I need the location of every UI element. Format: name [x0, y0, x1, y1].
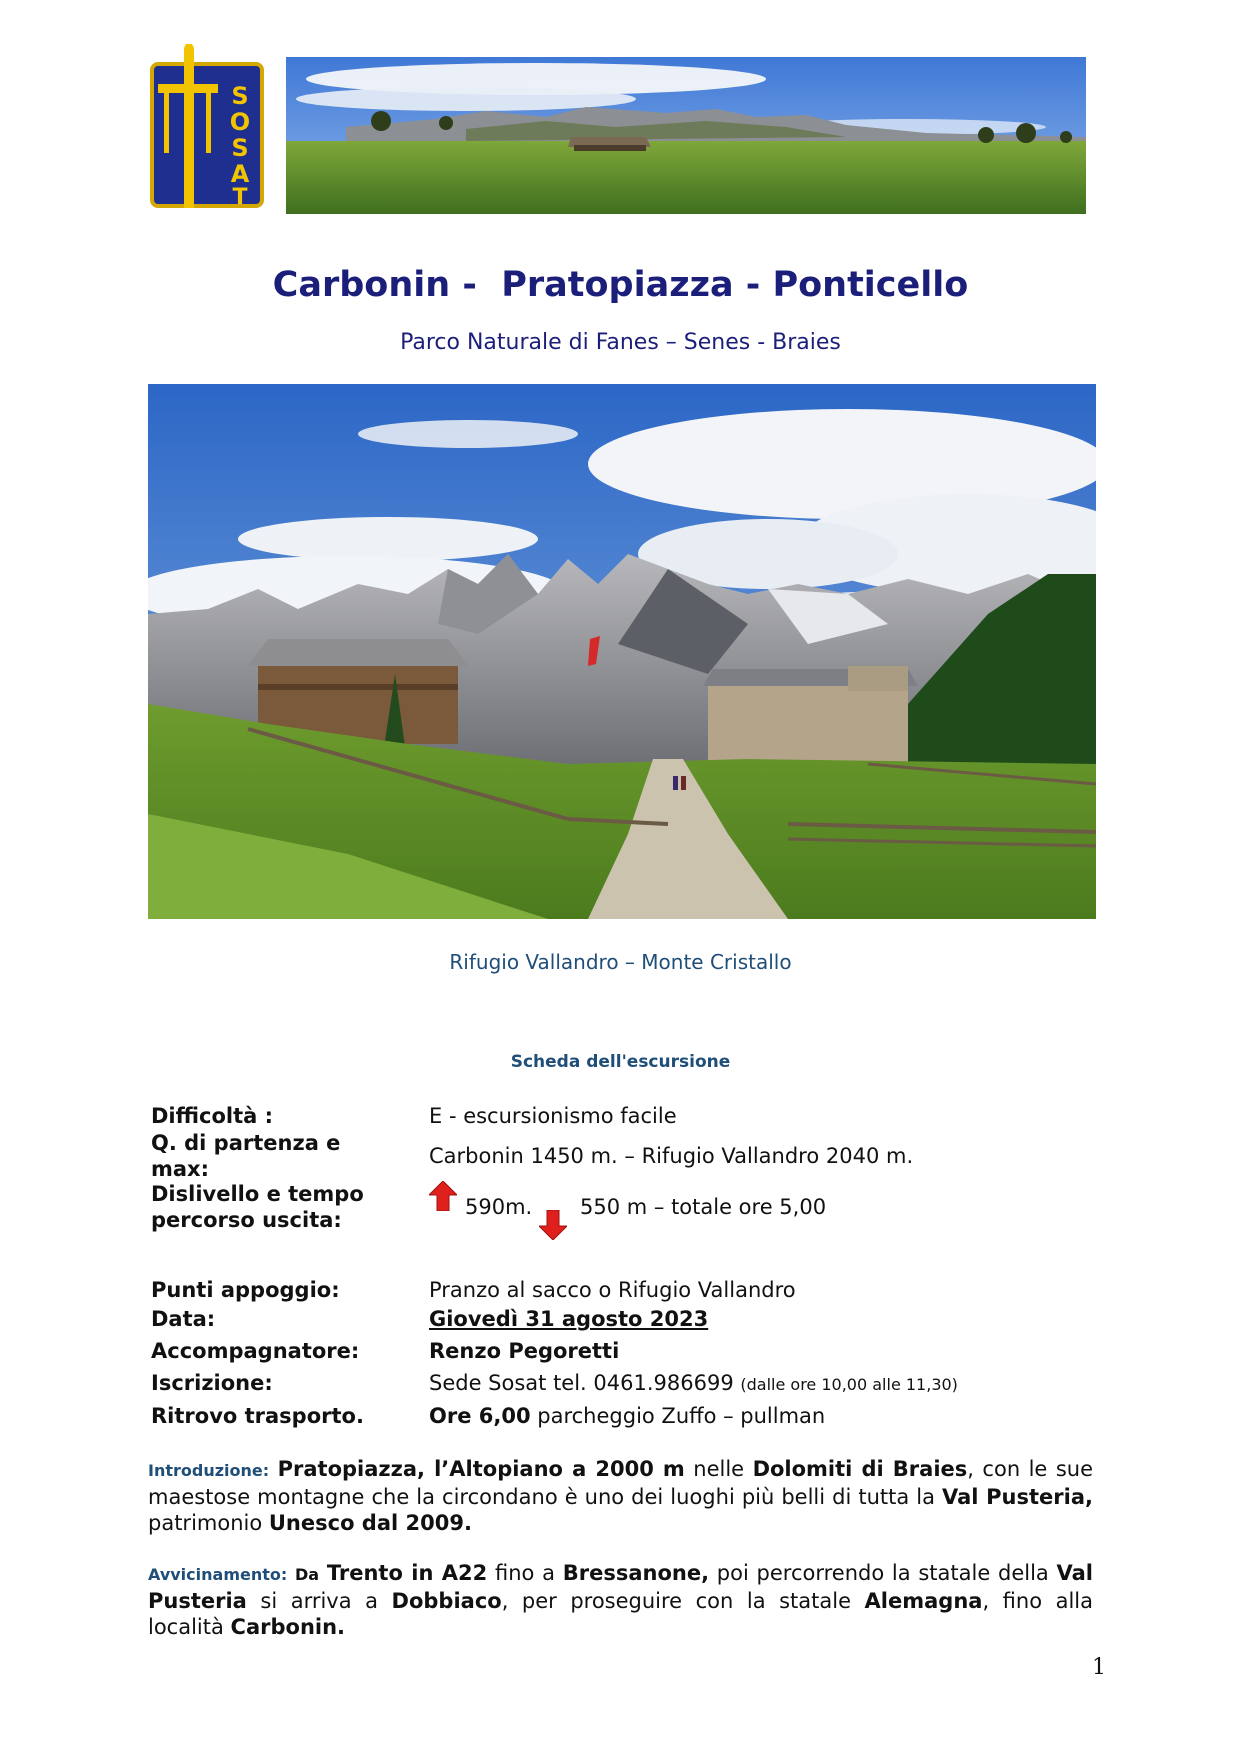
data-label: Data: [151, 1307, 216, 1331]
iscrizione-phone: Sede Sosat tel. 0461.986699 [429, 1371, 734, 1395]
avvic-text: poi percorrendo la statale della [709, 1561, 1057, 1585]
avvic-text: si arriva a [246, 1589, 392, 1613]
avvic-text: fino a [487, 1561, 563, 1585]
logo-letter: A [230, 160, 250, 188]
accompagnatore-value: Renzo Pegoretti [429, 1339, 620, 1363]
avvic-text: , per proseguire con la statale [501, 1589, 865, 1613]
iscrizione-hours: (dalle ore 10,00 alle 11,30) [740, 1375, 958, 1394]
banner-landscape-image [286, 57, 1086, 214]
intro-text: Unesco dal 2009. [268, 1511, 472, 1535]
quota-label-line1: Q. di partenza e [151, 1131, 341, 1155]
avvicinamento-paragraph [148, 1560, 1093, 1640]
accompagnatore-label: Accompagnatore: [151, 1339, 360, 1363]
avvic-text: , fino alla località [148, 1589, 1093, 1639]
avvic-text: Carbonin. [230, 1615, 346, 1639]
avvic-text: Bressanone, [562, 1561, 710, 1585]
intro-label: Introduzione: [148, 1461, 270, 1480]
scheda-title: Scheda dell'escursione [510, 1052, 731, 1072]
ritrovo-label: Ritrovo trasporto. [151, 1404, 364, 1428]
logo-letter: O [229, 108, 251, 136]
intro-text: Val Pusteria, [942, 1485, 1093, 1509]
difficolta-value: E - escursionismo facile [429, 1104, 677, 1128]
punti-value: Pranzo al sacco o Rifugio Vallandro [429, 1278, 796, 1302]
photo-caption: Rifugio Vallandro – Monte Cristallo [449, 950, 792, 974]
arrow-down-icon [539, 1210, 567, 1244]
quota-value: Carbonin 1450 m. – Rifugio Vallandro 2040 m. [429, 1144, 914, 1168]
intro-text: , con le sue maestose montagne che la circondano è uno dei luoghi più belli di tutta la [148, 1457, 1093, 1509]
dislivello-label-line2: percorso uscita: [151, 1208, 342, 1232]
logo-letter: S [231, 134, 249, 162]
avvic-text: Da [295, 1565, 320, 1584]
intro-paragraph [148, 1456, 1093, 1536]
intro-text: Pratopiazza, l’Altopiano a 2000 m [277, 1457, 685, 1481]
avvic-text: Val Pusteria [148, 1561, 1094, 1613]
ritrovo-place: parcheggio Zuffo – pullman [537, 1404, 826, 1428]
difficolta-label: Difficoltà : [151, 1104, 274, 1128]
page-number: 1 [1092, 1655, 1106, 1680]
ritrovo-value [429, 1403, 825, 1429]
iscrizione-label: Iscrizione: [151, 1371, 273, 1395]
intro-text: Dolomiti di Braies [752, 1457, 968, 1481]
avvic-text: Dobbiaco [391, 1589, 502, 1613]
arrow-up-icon [429, 1181, 457, 1215]
logo-letter: T [232, 185, 248, 210]
intro-text: patrimonio [148, 1511, 269, 1535]
page-title: Carbonin - Pratopiazza - Ponticello [272, 265, 969, 305]
avvicinamento-label: Avvicinamento: [148, 1565, 288, 1584]
ritrovo-time: Ore 6,00 [429, 1404, 531, 1428]
dislivello-up-value: 590m. [465, 1195, 533, 1219]
dislivello-rest-value: 550 m – totale ore 5,00 [580, 1195, 827, 1219]
page-subtitle: Parco Naturale di Fanes – Senes - Braies [400, 330, 841, 355]
intro-text: nelle [684, 1457, 753, 1481]
main-mountain-photo [148, 384, 1096, 919]
dislivello-label-line1: Dislivello e tempo [151, 1182, 364, 1206]
iscrizione-value [429, 1370, 958, 1398]
data-value: Giovedì 31 agosto 2023 [429, 1307, 709, 1331]
punti-label: Punti appoggio: [151, 1278, 340, 1302]
avvic-text: Trento in A22 [326, 1561, 488, 1585]
avvic-text: Alemagna [864, 1589, 983, 1613]
quota-label-line2: max: [151, 1157, 209, 1181]
logo-letter: S [231, 82, 249, 110]
sosat-logo [150, 44, 268, 214]
